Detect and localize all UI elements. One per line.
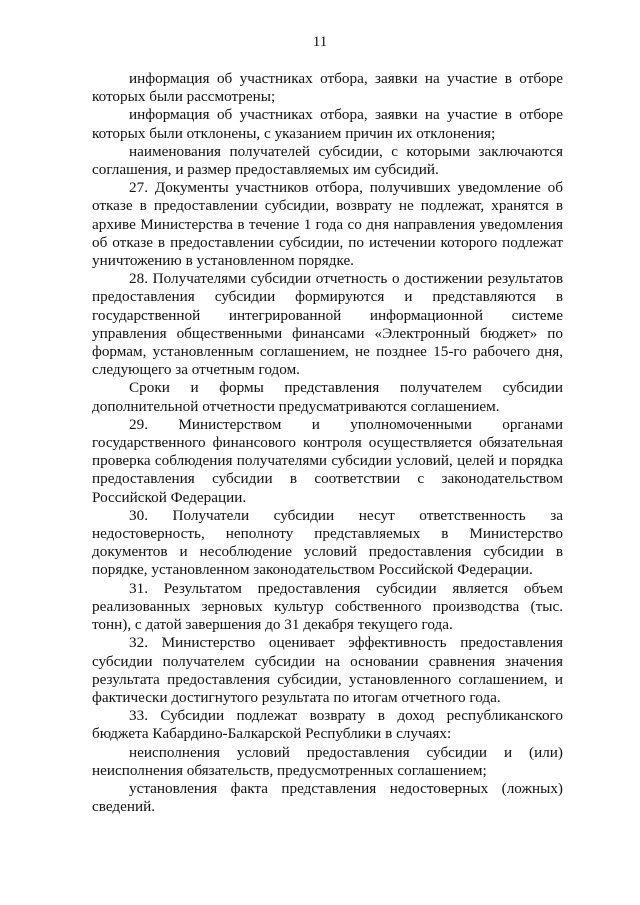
paragraph-33: 33. Субсидии подлежат возврату в доход республиканского бюджета Кабардино-Балкарской Республики в случаях: xyxy=(92,707,563,743)
paragraph-30: 30. Получатели субсидии несут ответственность за недостоверность, неполноту представляемых в Министерство документов и несоблюдение условий предоставления субсидии в порядке, установленном законодательством Российской Федерации. xyxy=(92,506,563,579)
paragraph-28: 28. Получателями субсидии отчетность о достижении результатов предоставления субсидии формируются и представляются в государственной интегрированной информационной системе управления общественными финансами «Электронный бюджет» по формам, установленным соглашением, не позднее 15-го рабочего дня, следующего за отчетным годом. xyxy=(92,270,563,379)
paragraph-29: 29. Министерством и уполномоченными органами государственного финансового контроля осуществляется обязательная проверка соблюдения получателями субсидии условий, целей и порядка предоставления субсидии в соответствии с законодательством Российской Федерации. xyxy=(92,415,563,506)
paragraph-recipients-names: наименования получателей субсидии, с которыми заключаются соглашения, и размер предоставляемых им субсидий. xyxy=(92,142,563,179)
paragraph-27: 27. Документы участников отбора, получивших уведомление об отказе в предоставлении субсидии, возврату не подлежат, хранятся в архиве Министерства в течение 1 года со дня направления уведомления об отказе в предоставлении субсидии, по истечении которого подлежат уничтожению в установленном порядке. xyxy=(92,179,563,270)
paragraph-33-case-false-information: установления факта представления недостоверных (ложных) сведений. xyxy=(92,779,563,816)
page-number: 11 xyxy=(312,34,328,50)
document-body xyxy=(92,70,563,816)
paragraph-33-case-nonfulfillment: неисполнения условий предоставления субсидии и (или) неисполнения обязательств, предусмотренных соглашением; xyxy=(92,743,563,779)
paragraph-participants-rejected: информация об участниках отбора, заявки на участие в отборе которых были отклонены, с указанием причин их отклонения; xyxy=(92,106,563,142)
paragraph-28-additional-reporting: Сроки и формы представления получателем субсидии дополнительной отчетности предусматриваются соглашением. xyxy=(92,379,563,415)
paragraph-32: 32. Министерство оценивает эффективность предоставления субсидии получателем субсидии на основании сравнения значения результата предоставления субсидии, установленного соглашением, и фактически достигнутого результата по итогам отчетного года. xyxy=(92,634,563,706)
paragraph-participants-considered: информация об участниках отбора, заявки на участие в отборе которых были рассмотрены; xyxy=(92,70,563,106)
paragraph-31: 31. Результатом предоставления субсидии является объем реализованных зерновых культур собственного производства (тыс. тонн), с датой завершения до 31 декабря текущего года. xyxy=(92,579,563,634)
